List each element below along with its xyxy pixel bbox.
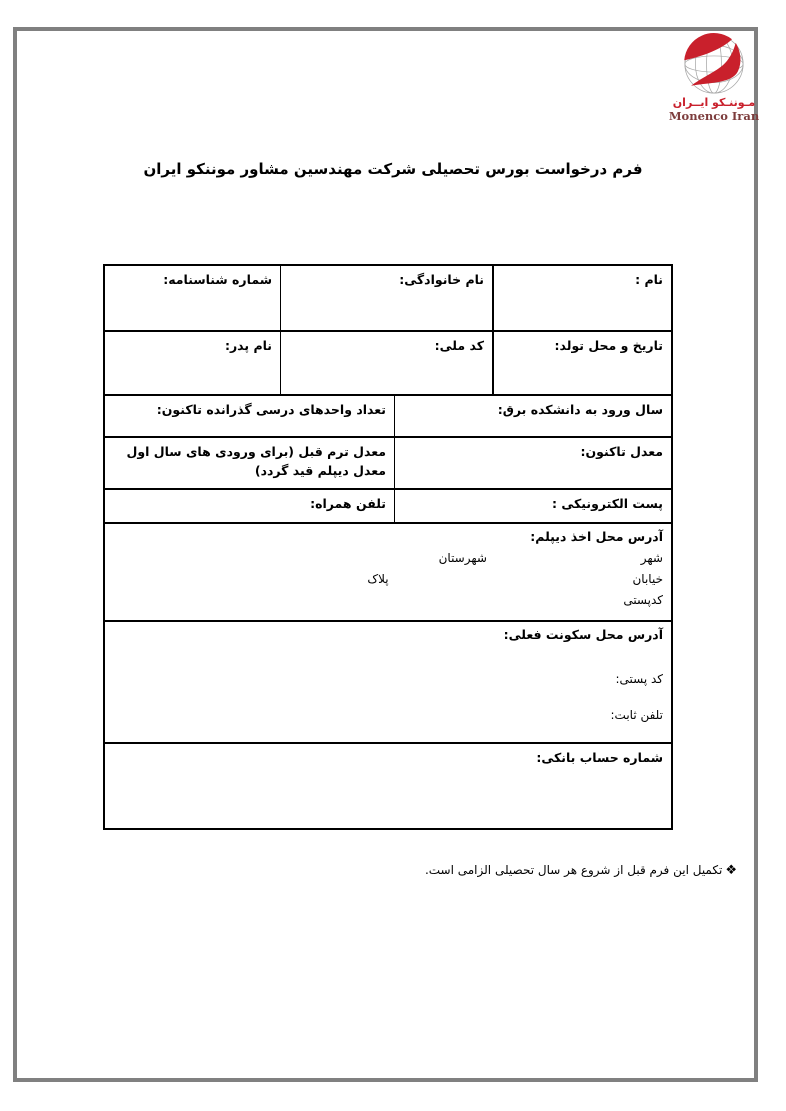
row-entry-units [105, 396, 671, 438]
field-birth-date-place [492, 332, 671, 394]
field-mobile [105, 490, 394, 522]
form-title: فرم درخواست بورس تحصیلی شرکت مهندسین مشاور موننکو ایران [143, 160, 643, 178]
street-label: خیابان [632, 572, 663, 586]
field-label: سال ورود به دانشکده برق: [497, 402, 663, 417]
field-last-name [280, 266, 492, 330]
field-first-name [492, 266, 671, 330]
row-gpa [105, 438, 671, 490]
field-email [394, 490, 671, 522]
field-birth-cert-no [105, 266, 280, 330]
row-birth [105, 332, 671, 396]
row-current-address [105, 622, 671, 744]
globe-icon [683, 33, 745, 95]
address-line-street [109, 572, 663, 586]
plaque-label: پلاک [367, 572, 389, 586]
logo [664, 33, 764, 123]
field-label: تعداد واحدهای درسی گذرانده تاکنون: [156, 402, 386, 417]
field-gpa-last-term [105, 438, 394, 488]
field-entry-year [394, 396, 671, 436]
field-label: پست الکترونیکی : [552, 496, 663, 511]
field-label: شماره شناسنامه: [163, 272, 272, 287]
address-line-city [109, 551, 663, 565]
row-bank-account [105, 744, 671, 828]
field-national-code [280, 332, 492, 394]
field-gpa-total [394, 438, 671, 488]
form-table [103, 264, 673, 830]
field-bank-account [105, 744, 671, 828]
field-label: تلفن همراه: [310, 496, 386, 511]
diploma-address-header: آدرس محل اخذ دیپلم: [530, 529, 663, 544]
city-label: شهر [640, 551, 663, 565]
field-label: نام پدر: [224, 338, 272, 353]
field-diploma-address [105, 524, 671, 620]
footnote [425, 863, 737, 878]
row-name [105, 266, 671, 332]
postal-code-label: کدپستی [623, 593, 663, 607]
row-contact [105, 490, 671, 524]
field-label: نام : [635, 272, 663, 287]
address-line-postal [109, 593, 663, 607]
logo-text-persian: مـوننـكو ايــران [672, 96, 756, 109]
current-address-header: آدرس محل سکونت فعلی: [503, 627, 663, 642]
footnote-text: تکمیل این فرم قبل از شروع هر سال تحصیلی الزامی است. [424, 863, 723, 877]
diamond-bullet-icon: ❖ [725, 863, 737, 878]
landline-label: تلفن ثابت: [610, 708, 663, 722]
field-label: کد ملی: [434, 338, 484, 353]
county-label: شهرستان [438, 551, 487, 565]
logo-text-english: Monenco Iran [668, 109, 760, 123]
field-passed-units [105, 396, 394, 436]
field-label: نام خانوادگی: [399, 272, 484, 287]
field-current-address [105, 622, 671, 742]
row-diploma-address [105, 524, 671, 622]
field-label: شماره حساب بانکی: [536, 750, 663, 765]
current-postal-code-label: کد پستی: [615, 672, 663, 686]
field-label: تاریخ و محل تولد: [554, 338, 663, 353]
field-label: معدل ترم قبل (برای ورودی های سال اول معدل دیپلم قید گردد) [126, 444, 386, 478]
field-father-name [105, 332, 280, 394]
field-label: معدل تاکنون: [580, 444, 663, 459]
